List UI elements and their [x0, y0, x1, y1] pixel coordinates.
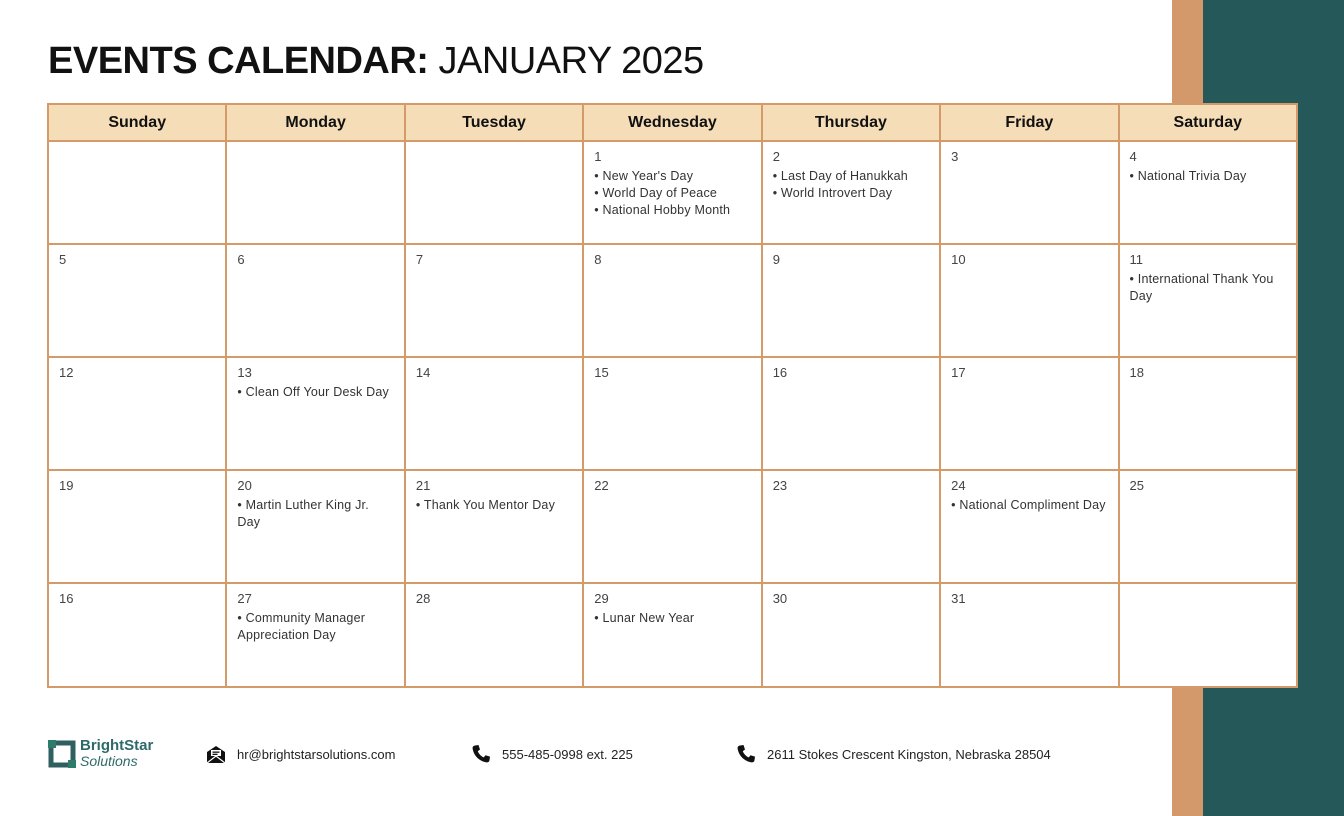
- week-row: [48, 583, 1297, 687]
- day-cell: [48, 141, 226, 244]
- day-cell: [762, 470, 940, 583]
- page-title: [48, 38, 704, 84]
- day-cell: [405, 244, 583, 357]
- day-number: 13: [237, 365, 252, 380]
- email-text: hr@brightstarsolutions.com: [237, 746, 396, 762]
- day-number: 6: [237, 252, 245, 267]
- day-number: 29: [594, 591, 609, 606]
- weekday-monday: Monday: [226, 104, 404, 141]
- event-item: • Martin Luther King Jr. Day: [237, 498, 369, 529]
- day-number: 14: [415, 365, 431, 380]
- phone-icon: [736, 744, 756, 764]
- weekday-header-row: [48, 104, 1297, 141]
- day-number: 8: [594, 252, 602, 267]
- day-number: 28: [415, 591, 431, 606]
- day-number: 23: [772, 478, 788, 493]
- day-number: 9: [772, 252, 780, 267]
- logo-text-solutions: Solutions: [80, 753, 138, 769]
- day-number: 16: [59, 591, 74, 606]
- day-cell: [1119, 357, 1297, 470]
- weekday-wednesday: Wednesday: [583, 104, 761, 141]
- event-item: • National Trivia Day: [1129, 169, 1247, 183]
- title-bold: EVENTS CALENDAR:: [48, 40, 429, 82]
- day-number: 4: [1129, 149, 1137, 164]
- event-item: • International Thank You Day: [1129, 272, 1274, 303]
- envelope-open-icon: [206, 744, 226, 764]
- logo-square-icon: [48, 740, 76, 768]
- contact-email: [206, 744, 395, 764]
- event-item: • World Introvert Day: [772, 186, 893, 200]
- day-cell: [762, 357, 940, 470]
- day-cell: [762, 583, 940, 687]
- day-number: 24: [951, 478, 966, 493]
- logo-text-brightstar: BrightStar: [80, 737, 154, 754]
- week-row: [48, 357, 1297, 470]
- day-number: 27: [237, 591, 252, 606]
- calendar-grid: [47, 103, 1298, 688]
- weekday-tuesday: Tuesday: [405, 104, 583, 141]
- phone-icon: [471, 744, 491, 764]
- day-cell: [762, 244, 940, 357]
- day-number: 30: [772, 591, 788, 606]
- phone-text: 555-485-0998 ext. 225: [502, 746, 633, 762]
- day-cell: [583, 141, 761, 244]
- day-number: 7: [415, 252, 424, 267]
- day-number: 17: [951, 365, 966, 380]
- day-cell: [405, 357, 583, 470]
- day-number: 18: [1129, 365, 1144, 380]
- day-cell: [762, 141, 940, 244]
- day-cell: [48, 583, 226, 687]
- footer: [48, 736, 1148, 770]
- day-number: 12: [59, 365, 74, 380]
- day-cell: [48, 244, 226, 357]
- week-row: [48, 470, 1297, 583]
- event-item: • Community Manager Appreciation Day: [237, 611, 366, 642]
- day-cell: [1119, 141, 1297, 244]
- day-cell: [48, 357, 226, 470]
- day-number: 21: [415, 478, 431, 493]
- day-number: 20: [237, 478, 252, 493]
- company-logo: [48, 738, 168, 770]
- contact-address: [736, 744, 1051, 764]
- event-item: • Thank You Mentor Day: [415, 498, 556, 512]
- address-text: 2611 Stokes Crescent Kingston, Nebraska 28504: [767, 746, 1051, 762]
- day-cell: [940, 583, 1118, 687]
- day-cell: [1119, 583, 1297, 687]
- day-cell: [226, 357, 404, 470]
- day-number: 16: [772, 365, 788, 380]
- event-item: • World Day of Peace: [594, 186, 718, 200]
- day-number: 15: [594, 365, 609, 380]
- event-item: • Clean Off Your Desk Day: [237, 385, 390, 399]
- day-number: 3: [951, 149, 959, 164]
- day-cell: [226, 470, 404, 583]
- event-item: • National Compliment Day: [951, 498, 1106, 512]
- event-item: • Last Day of Hanukkah: [772, 169, 908, 183]
- day-cell: [940, 244, 1118, 357]
- event-item: • Lunar New Year: [594, 611, 695, 625]
- weekday-friday: Friday: [940, 104, 1118, 141]
- weekday-saturday: Saturday: [1119, 104, 1297, 141]
- day-number: 19: [59, 478, 74, 493]
- day-cell: [940, 357, 1118, 470]
- day-cell: [226, 141, 404, 244]
- day-cell: [1119, 244, 1297, 357]
- day-number: 11: [1129, 252, 1144, 267]
- day-cell: [48, 470, 226, 583]
- day-cell: [583, 583, 761, 687]
- day-cell: [583, 244, 761, 357]
- day-number: 2: [772, 149, 780, 164]
- day-number: 1: [594, 149, 602, 164]
- day-cell: [940, 470, 1118, 583]
- title-month: JANUARY 2025: [438, 40, 704, 82]
- day-cell: [583, 470, 761, 583]
- event-item: • New Year's Day: [594, 169, 694, 183]
- day-cell: [405, 583, 583, 687]
- day-number: 22: [594, 478, 609, 493]
- day-number: 5: [59, 252, 67, 267]
- day-cell: [226, 583, 404, 687]
- day-number: 31: [951, 591, 966, 606]
- day-cell: [405, 141, 583, 244]
- week-row: [48, 141, 1297, 244]
- day-cell: [1119, 470, 1297, 583]
- week-row: [48, 244, 1297, 357]
- day-cell: [226, 244, 404, 357]
- day-number: 25: [1129, 478, 1144, 493]
- contact-phone: [471, 744, 633, 764]
- weekday-sunday: Sunday: [48, 104, 226, 141]
- day-cell: [583, 357, 761, 470]
- event-item: • National Hobby Month: [594, 203, 731, 217]
- weekday-thursday: Thursday: [762, 104, 940, 141]
- day-cell: [940, 141, 1118, 244]
- day-cell: [405, 470, 583, 583]
- day-number: 10: [951, 252, 966, 267]
